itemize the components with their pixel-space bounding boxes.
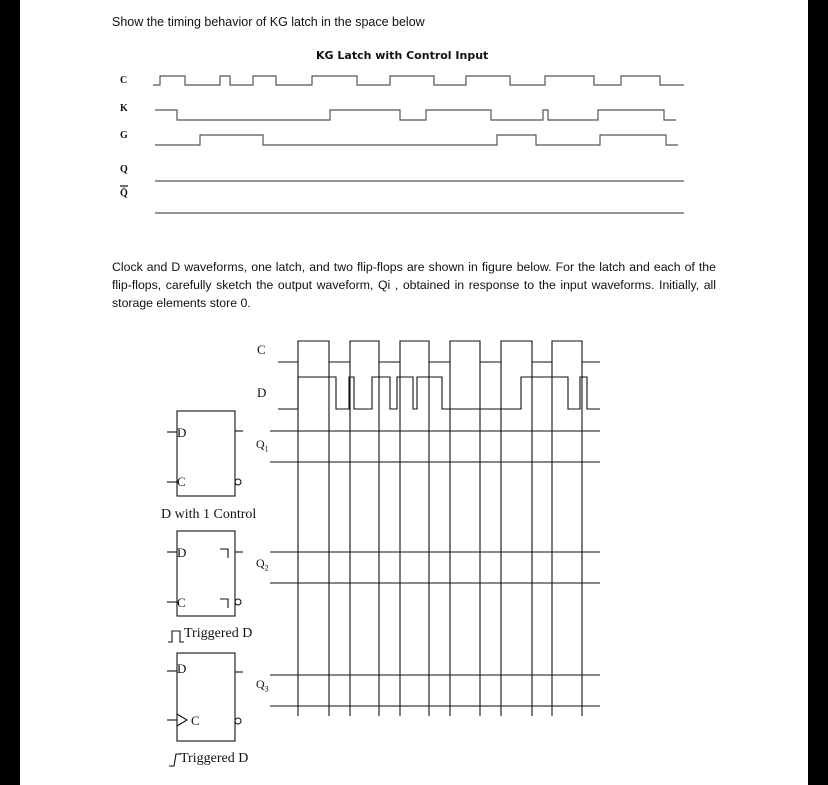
ff2-c-pin: C — [177, 595, 186, 610]
ff3-c-pin: C — [191, 713, 200, 728]
clock-label: C — [257, 342, 266, 357]
diagram-drawings — [20, 0, 808, 785]
edge-trigger-icon — [169, 754, 181, 766]
g-waveform — [155, 135, 678, 145]
latch1-output-label: $Q_1$ — [256, 437, 269, 454]
latch1-symbol — [167, 411, 243, 496]
question1-prompt: Show the timing behavior of KG latch in the space below — [112, 15, 425, 29]
ff2-output-label: $Q_2$ — [256, 556, 269, 573]
signal-label-q-bar: Q̄ — [120, 188, 128, 199]
data-label: D — [257, 385, 267, 400]
signal-label-k: K — [120, 103, 128, 114]
ff2-caption: Triggered D — [184, 626, 253, 641]
pulse-trigger-icon — [168, 631, 184, 642]
ff2-symbol — [167, 531, 243, 616]
timing-grid-verticals — [298, 362, 582, 716]
ff3-d-pin: D — [177, 661, 187, 676]
signal-label-q: Q — [120, 164, 128, 175]
ff2-d-pin: D — [177, 545, 187, 560]
latch1-d-pin: D — [177, 425, 187, 440]
question2-paragraph: Clock and D waveforms, one latch, and two flip-flops are shown in figure below. For the latch and each of the flip-flops, carefully sketch the output waveform, Qi , obtained in response to the input waveforms. Initially, all storage elements store 0. — [112, 260, 716, 310]
ff3-symbol — [167, 653, 243, 741]
ff3-output-label: $Q_3$ — [256, 677, 269, 694]
latch1-caption: D with 1 Control — [161, 507, 257, 522]
ff3-caption: Triggered D — [180, 751, 249, 766]
signal-label-c: C — [120, 75, 128, 86]
latch1-c-pin: C — [177, 474, 186, 489]
document-page — [20, 0, 808, 785]
signal-label-g: G — [120, 130, 128, 141]
timing-grid-horizontals — [270, 431, 600, 706]
clock-waveform — [278, 341, 600, 362]
k-waveform — [155, 110, 676, 120]
kg-figure-title: KG Latch with Control Input — [316, 49, 489, 62]
c-waveform — [153, 76, 684, 85]
